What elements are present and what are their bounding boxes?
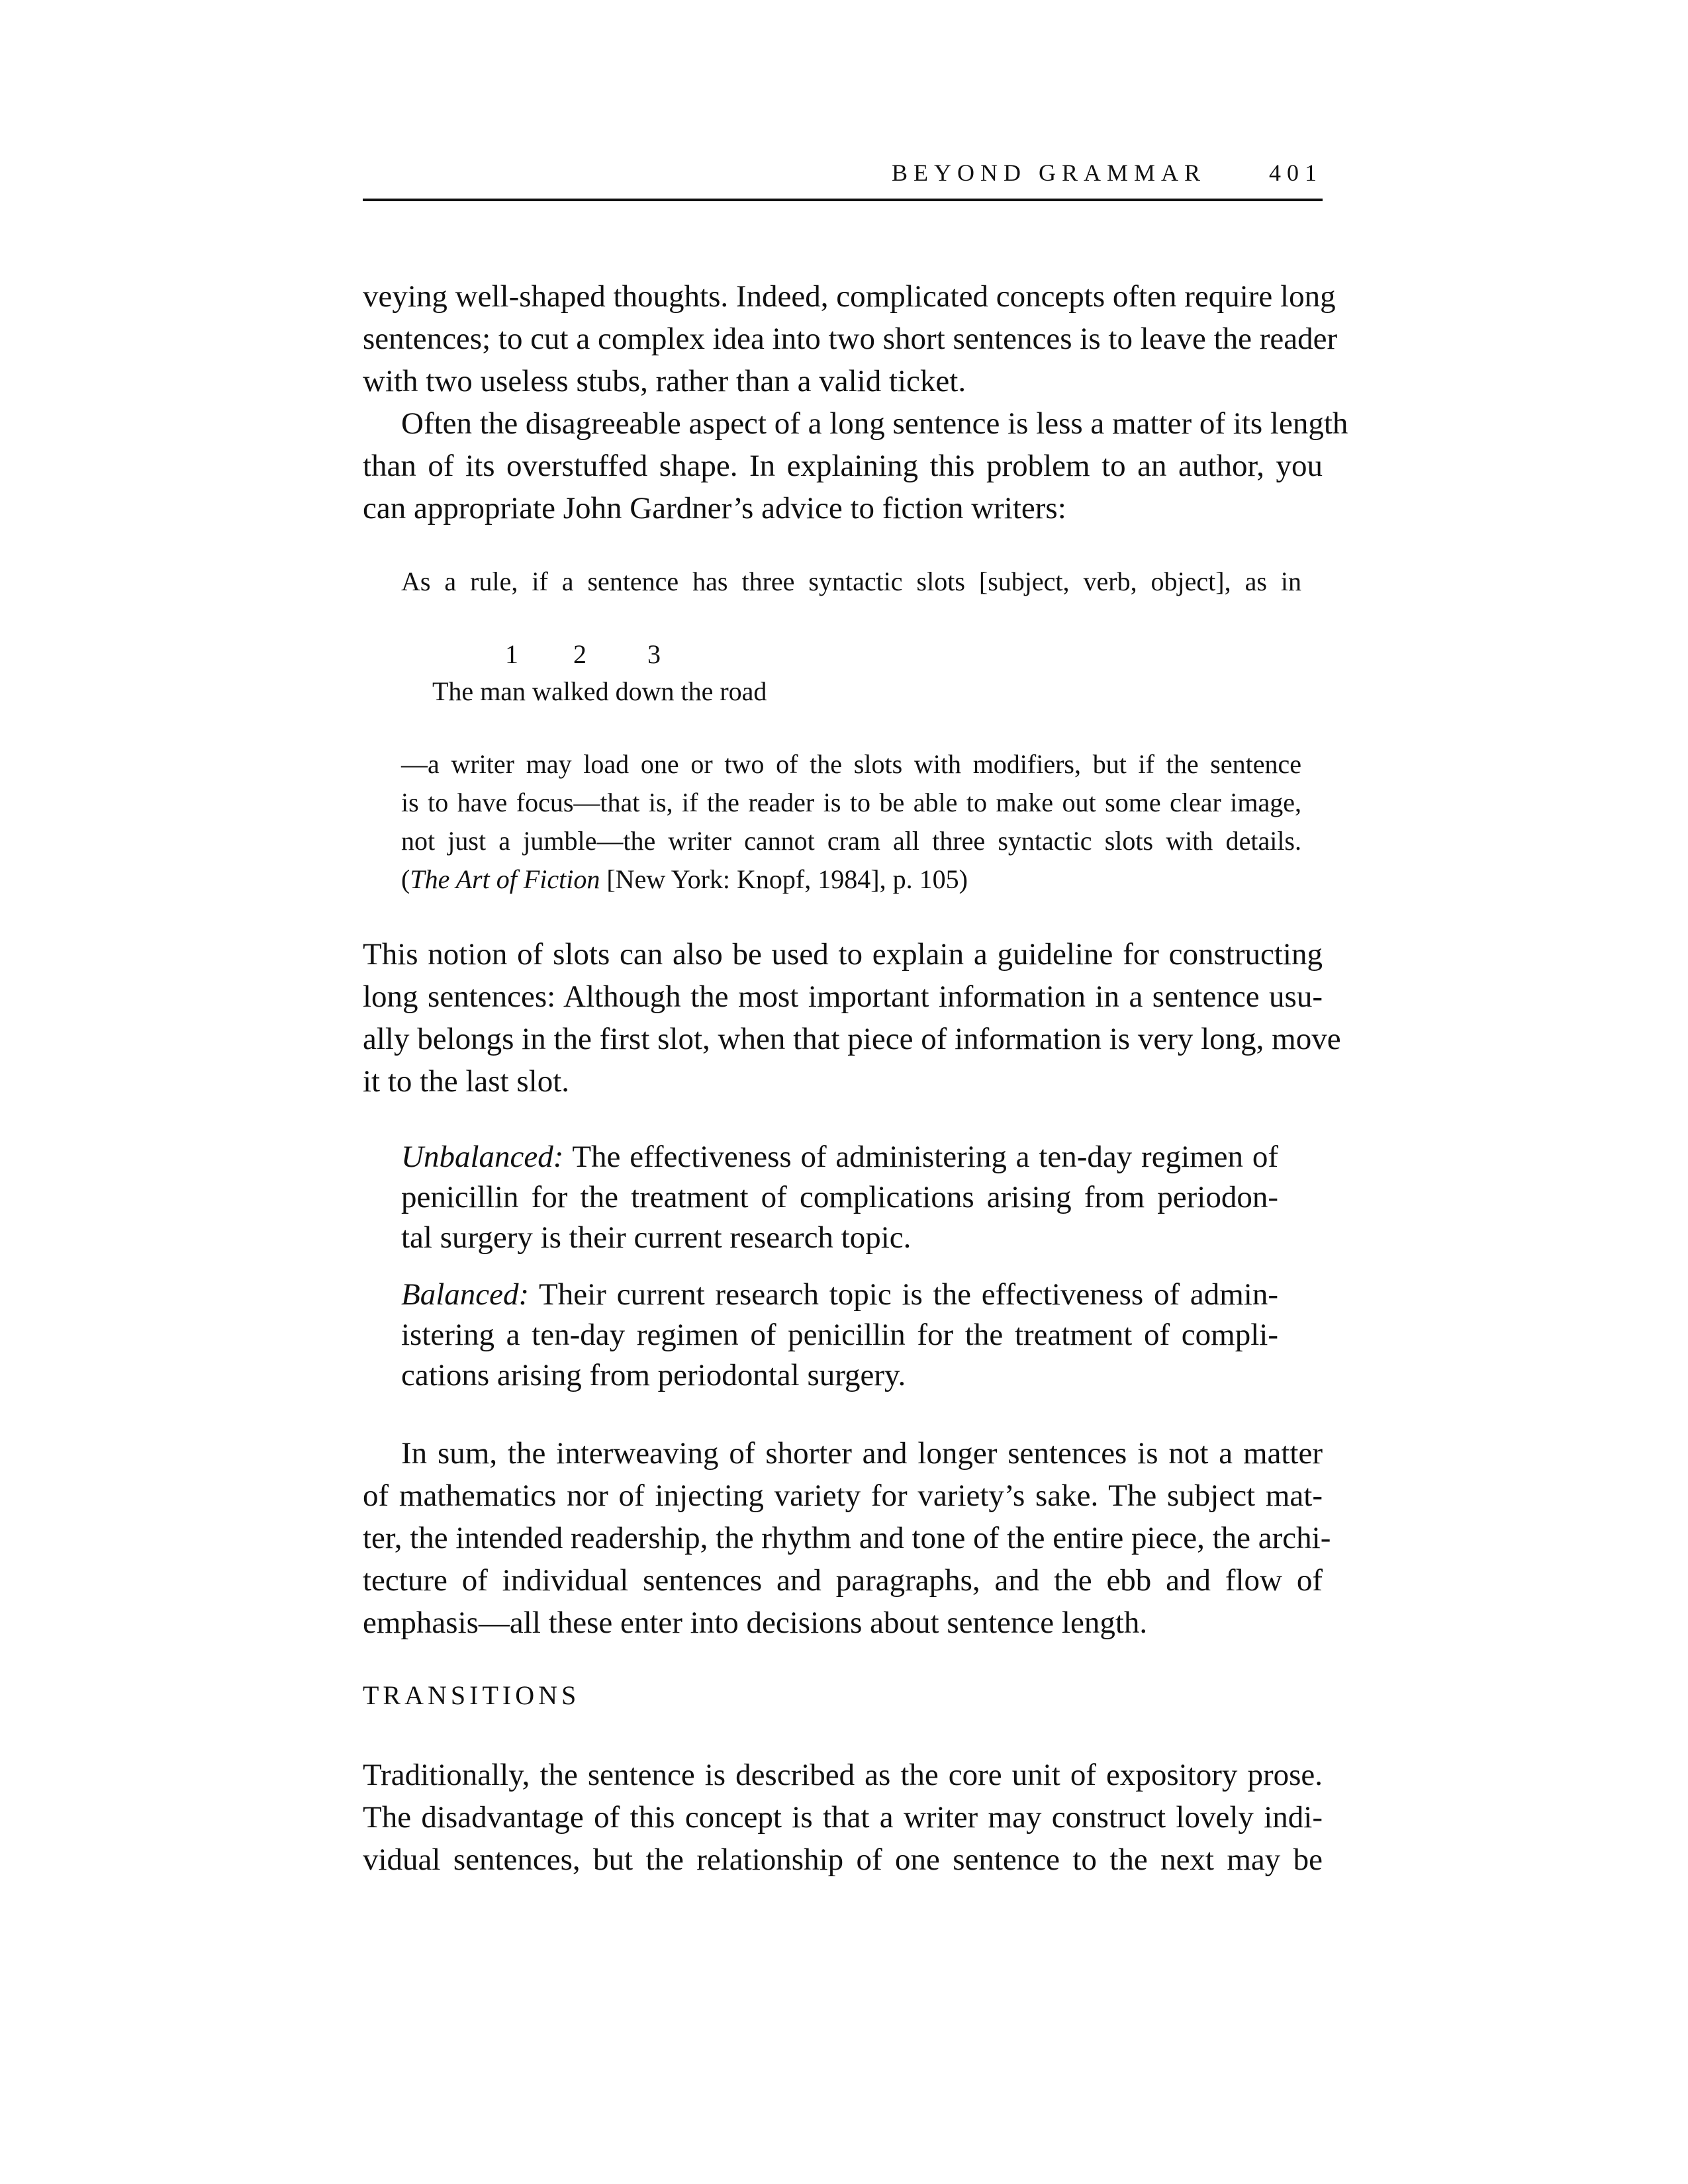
unbalanced-line-2: penicillin for the treatment of complications arising from periodon-: [401, 1180, 1278, 1214]
para3-line-1: This notion of slots can also be used to explain a guideline for constructing: [363, 937, 1323, 972]
balanced-line-3: cations arising from periodontal surgery.: [401, 1358, 906, 1392]
quote-example: The man walked down the road: [432, 676, 767, 706]
para2-line-1: Often the disagreeable aspect of a long sentence is less a matter of its length: [401, 406, 1348, 441]
section-line-2: The disadvantage of this concept is that a writer may construct lovely indi-: [363, 1800, 1323, 1835]
para1-line-2: sentences; to cut a complex idea into two short sentences is to leave the reader: [363, 322, 1338, 356]
para4-line-5: emphasis—all these enter into decisions about sentence length.: [363, 1606, 1148, 1640]
running-head: [892, 159, 1323, 187]
slot-number-1: 1: [505, 639, 518, 669]
balanced-label: Balanced:: [401, 1277, 530, 1312]
quote-line-2: is to have focus—that is, if the reader is to be able to make out some clear image,: [401, 788, 1301, 817]
header-rule: [363, 199, 1323, 201]
section-heading: TRANSITIONS: [363, 1680, 581, 1710]
slot-number-3: 3: [647, 639, 661, 669]
para2-line-3: can appropriate John Gardner’s advice to fiction writers:: [363, 491, 1066, 525]
balanced-line-1: Balanced: Their current research topic is the effectiveness of admin-: [401, 1277, 1278, 1312]
unbalanced-label: Unbalanced:: [401, 1140, 564, 1174]
slot-number-2: 2: [573, 639, 586, 669]
unbalanced-line-1: Unbalanced: The effectiveness of administering a ten-day regimen of: [401, 1140, 1278, 1174]
quote-line-1: —a writer may load one or two of the slots with modifiers, but if the sentence: [401, 749, 1301, 779]
para4-line-3: ter, the intended readership, the rhythm and tone of the entire piece, the archi-: [363, 1521, 1331, 1555]
balanced-line-2: istering a ten-day regimen of penicillin for the treatment of compli-: [401, 1318, 1278, 1352]
para1-line-1: veying well-shaped thoughts. Indeed, complicated concepts often require long: [363, 279, 1336, 314]
running-head-title: BEYOND GRAMMAR: [891, 159, 1206, 186]
para2-line-2: than of its overstuffed shape. In explaining this problem to an author, you: [363, 449, 1323, 483]
para4-line-1: In sum, the interweaving of shorter and longer sentences is not a matter: [401, 1436, 1323, 1471]
section-line-1: Traditionally, the sentence is described as the core unit of expository prose.: [363, 1758, 1323, 1792]
section-line-3: vidual sentences, but the relationship of one sentence to the next may be: [363, 1843, 1323, 1877]
page-number: 401: [1269, 159, 1323, 186]
quote-intro: As a rule, if a sentence has three syntactic slots [subject, verb, object], as in: [401, 567, 1301, 596]
para4-line-2: of mathematics nor of injecting variety for variety’s sake. The subject mat-: [363, 1479, 1323, 1513]
para4-line-4: tecture of individual sentences and paragraphs, and the ebb and flow of: [363, 1563, 1323, 1598]
citation-title: The Art of Fiction: [410, 864, 600, 894]
quote-line-3: not just a jumble—the writer cannot cram all three syntactic slots with details.: [401, 826, 1301, 856]
para3-line-4: it to the last slot.: [363, 1064, 570, 1099]
para3-line-3: ally belongs in the first slot, when that piece of information is very long, move: [363, 1022, 1341, 1056]
para1-line-3: with two useless stubs, rather than a valid ticket.: [363, 364, 966, 398]
unbalanced-line-3: tal surgery is their current research topic.: [401, 1220, 912, 1255]
para3-line-2: long sentences: Although the most important information in a sentence usu-: [363, 979, 1323, 1014]
quote-citation: (The Art of Fiction [New York: Knopf, 1984], p. 105): [401, 864, 968, 894]
